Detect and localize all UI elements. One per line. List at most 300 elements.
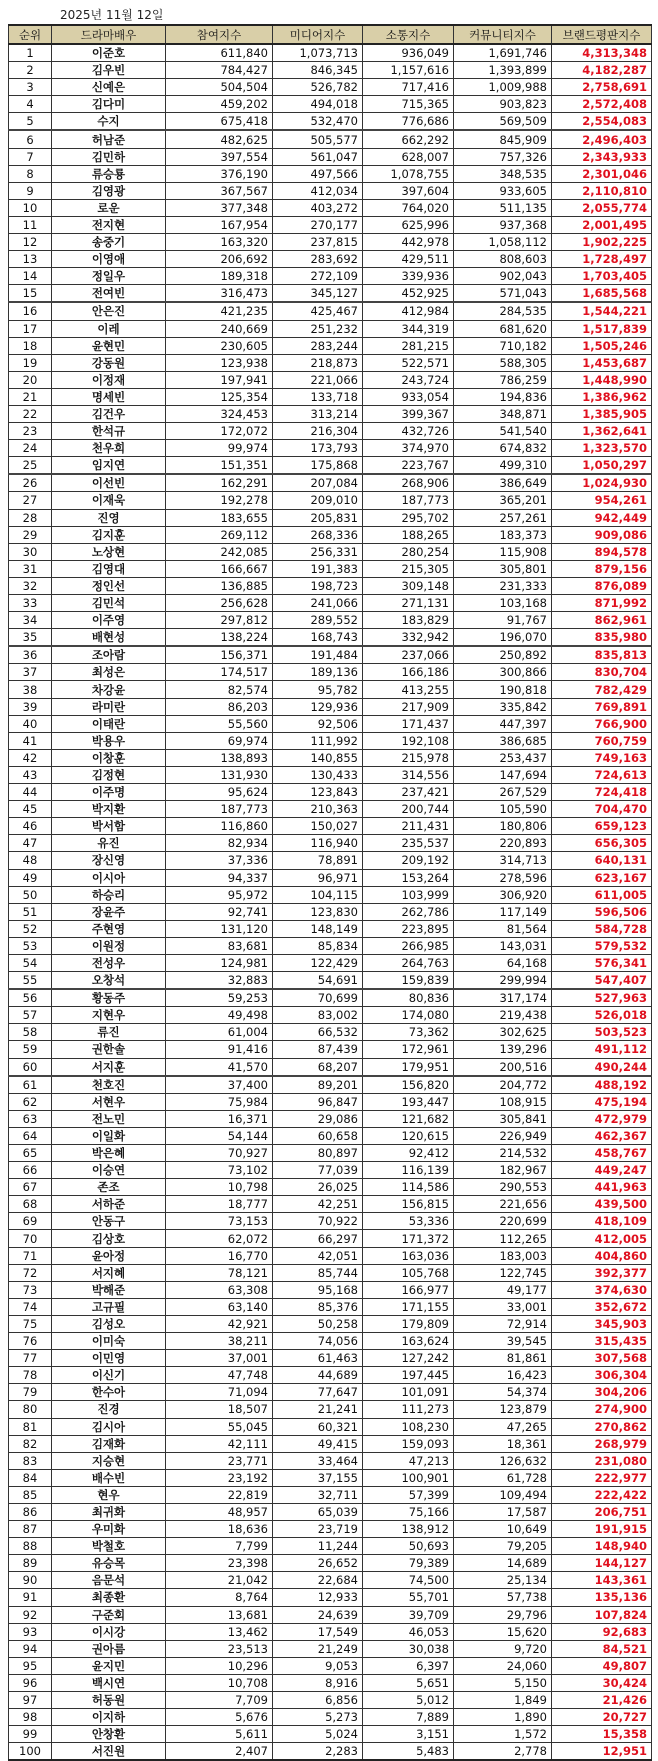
communication-cell: 442,978	[363, 234, 454, 251]
participation-cell: 10,798	[166, 1179, 273, 1196]
table-row	[9, 165, 652, 182]
communication-cell: 75,166	[363, 1503, 454, 1520]
actor-name-cell: 조아람	[52, 646, 166, 664]
brand-score-cell: 749,163	[552, 749, 652, 766]
rank-cell: 61	[9, 1076, 52, 1094]
brand-score-cell: 222,422	[552, 1486, 652, 1503]
participation-cell: 37,400	[166, 1076, 273, 1094]
actor-name-cell: 전여빈	[52, 285, 166, 303]
actor-name-cell: 이선빈	[52, 474, 166, 492]
rank-cell: 93	[9, 1623, 52, 1640]
rank-cell: 10	[9, 199, 52, 216]
table-row	[9, 646, 652, 664]
actor-name-cell: 송중기	[52, 234, 166, 251]
media-cell: 345,127	[273, 285, 363, 303]
brand-score-cell: 1,385,905	[552, 405, 652, 422]
brand-score-cell: 862,961	[552, 612, 652, 629]
brand-score-cell: 769,891	[552, 698, 652, 715]
brand-score-cell: 2,343,933	[552, 148, 652, 165]
actor-name-cell: 차강윤	[52, 681, 166, 698]
brand-score-cell: 1,685,568	[552, 285, 652, 303]
rank-cell: 90	[9, 1572, 52, 1589]
media-cell: 49,415	[273, 1435, 363, 1452]
communication-cell: 55,701	[363, 1589, 454, 1606]
community-cell: 29,796	[454, 1606, 552, 1623]
community-cell: 64,168	[454, 954, 552, 971]
actor-name-cell: 김상호	[52, 1230, 166, 1247]
media-cell: 148,149	[273, 920, 363, 937]
actor-name-cell: 명세빈	[52, 388, 166, 405]
communication-cell: 108,230	[363, 1418, 454, 1435]
actor-name-cell: 권한솔	[52, 1041, 166, 1058]
media-cell: 191,383	[273, 560, 363, 577]
actor-name-cell: 김지훈	[52, 526, 166, 543]
community-cell: 386,685	[454, 732, 552, 749]
table-row	[9, 801, 652, 818]
community-cell: 143,031	[454, 937, 552, 954]
actor-name-cell: 서진원	[52, 1743, 166, 1761]
community-cell: 257,261	[454, 509, 552, 526]
table-row	[9, 62, 652, 79]
rank-cell: 7	[9, 148, 52, 165]
communication-cell: 217,909	[363, 698, 454, 715]
actor-name-cell: 이일화	[52, 1127, 166, 1144]
communication-cell: 5,651	[363, 1674, 454, 1691]
actor-name-cell: 강동원	[52, 354, 166, 371]
table-row	[9, 1247, 652, 1264]
brand-score-cell: 374,630	[552, 1281, 652, 1298]
rank-cell: 21	[9, 388, 52, 405]
media-cell: 191,484	[273, 646, 363, 664]
brand-score-cell: 107,824	[552, 1606, 652, 1623]
community-cell: 1,890	[454, 1709, 552, 1726]
media-cell: 65,039	[273, 1503, 363, 1520]
community-cell: 674,832	[454, 440, 552, 457]
communication-cell: 171,155	[363, 1298, 454, 1315]
communication-cell: 413,255	[363, 681, 454, 698]
communication-cell: 237,066	[363, 646, 454, 664]
community-cell: 39,545	[454, 1333, 552, 1350]
media-cell: 205,831	[273, 509, 363, 526]
participation-cell: 206,692	[166, 251, 273, 268]
rank-cell: 50	[9, 886, 52, 903]
actor-name-cell: 김시아	[52, 1418, 166, 1435]
community-cell: 196,070	[454, 629, 552, 647]
table-row	[9, 595, 652, 612]
communication-cell: 171,437	[363, 715, 454, 732]
actor-name-cell: 안창환	[52, 1726, 166, 1743]
media-cell: 2,283	[273, 1743, 363, 1761]
media-cell: 129,936	[273, 698, 363, 715]
media-cell: 6,856	[273, 1692, 363, 1709]
participation-cell: 71,094	[166, 1384, 273, 1401]
brand-score-cell: 2,055,774	[552, 199, 652, 216]
rank-cell: 54	[9, 954, 52, 971]
rank-cell: 69	[9, 1213, 52, 1230]
table-row	[9, 1007, 652, 1024]
actor-name-cell: 박해준	[52, 1281, 166, 1298]
brand-score-cell: 491,112	[552, 1041, 652, 1058]
table-row	[9, 1093, 652, 1110]
media-cell: 5,024	[273, 1726, 363, 1743]
actor-name-cell: 정일우	[52, 268, 166, 285]
media-cell: 561,047	[273, 148, 363, 165]
participation-cell: 21,042	[166, 1572, 273, 1589]
media-cell: 22,684	[273, 1572, 363, 1589]
participation-cell: 95,972	[166, 886, 273, 903]
brand-score-cell: 584,728	[552, 920, 652, 937]
communication-cell: 625,996	[363, 216, 454, 233]
rank-cell: 80	[9, 1401, 52, 1418]
participation-cell: 459,202	[166, 96, 273, 113]
participation-cell: 172,072	[166, 423, 273, 440]
actor-name-cell: 박서함	[52, 818, 166, 835]
brand-score-cell: 304,206	[552, 1384, 652, 1401]
table-row	[9, 612, 652, 629]
table-row	[9, 1162, 652, 1179]
actor-name-cell: 이민영	[52, 1350, 166, 1367]
header-participation: 참여지수	[166, 25, 273, 44]
participation-cell: 41,570	[166, 1058, 273, 1076]
table-row	[9, 1384, 652, 1401]
brand-score-cell: 760,759	[552, 732, 652, 749]
table-row	[9, 818, 652, 835]
table-row	[9, 784, 652, 801]
rank-cell: 41	[9, 732, 52, 749]
communication-cell: 74,500	[363, 1572, 454, 1589]
participation-cell: 70,927	[166, 1145, 273, 1162]
rank-cell: 6	[9, 130, 52, 148]
community-cell: 902,043	[454, 268, 552, 285]
media-cell: 104,115	[273, 886, 363, 903]
table-row	[9, 1401, 652, 1418]
communication-cell: 266,985	[363, 937, 454, 954]
community-cell: 2,778	[454, 1743, 552, 1761]
media-cell: 32,711	[273, 1486, 363, 1503]
media-cell: 83,002	[273, 1007, 363, 1024]
participation-cell: 22,819	[166, 1486, 273, 1503]
community-cell: 182,967	[454, 1162, 552, 1179]
community-cell: 103,168	[454, 595, 552, 612]
participation-cell: 124,981	[166, 954, 273, 971]
communication-cell: 1,078,755	[363, 165, 454, 182]
community-cell: 220,893	[454, 835, 552, 852]
rank-cell: 32	[9, 577, 52, 594]
community-cell: 123,879	[454, 1401, 552, 1418]
participation-cell: 37,336	[166, 852, 273, 869]
media-cell: 173,793	[273, 440, 363, 457]
media-cell: 33,464	[273, 1452, 363, 1469]
table-row	[9, 1709, 652, 1726]
community-cell: 33,001	[454, 1298, 552, 1315]
table-row	[9, 457, 652, 475]
actor-name-cell: 최귀화	[52, 1503, 166, 1520]
communication-cell: 57,399	[363, 1486, 454, 1503]
actor-name-cell: 김우빈	[52, 62, 166, 79]
brand-score-cell: 1,386,962	[552, 388, 652, 405]
brand-score-cell: 4,182,287	[552, 62, 652, 79]
actor-name-cell: 안은진	[52, 302, 166, 320]
media-cell: 21,241	[273, 1401, 363, 1418]
communication-cell: 200,744	[363, 801, 454, 818]
communication-cell: 399,367	[363, 405, 454, 422]
table-row	[9, 681, 652, 698]
table-row	[9, 954, 652, 971]
brand-score-cell: 49,807	[552, 1657, 652, 1674]
communication-cell: 628,007	[363, 148, 454, 165]
communication-cell: 114,586	[363, 1179, 454, 1196]
table-row	[9, 148, 652, 165]
media-cell: 283,244	[273, 337, 363, 354]
actor-name-cell: 윤현민	[52, 337, 166, 354]
actor-name-cell: 구준회	[52, 1606, 166, 1623]
rank-cell: 5	[9, 113, 52, 131]
brand-score-cell: 2,301,046	[552, 165, 652, 182]
brand-score-cell: 30,424	[552, 1674, 652, 1691]
brand-score-cell: 268,979	[552, 1435, 652, 1452]
community-cell: 214,532	[454, 1145, 552, 1162]
communication-cell: 295,702	[363, 509, 454, 526]
media-cell: 425,467	[273, 302, 363, 320]
media-cell: 497,566	[273, 165, 363, 182]
table-row	[9, 96, 652, 113]
communication-cell: 120,615	[363, 1127, 454, 1144]
rank-cell: 46	[9, 818, 52, 835]
actor-name-cell: 이태란	[52, 715, 166, 732]
table-row	[9, 1298, 652, 1315]
communication-cell: 153,264	[363, 869, 454, 886]
community-cell: 267,529	[454, 784, 552, 801]
brand-score-cell: 2,001,495	[552, 216, 652, 233]
communication-cell: 192,108	[363, 732, 454, 749]
actor-name-cell: 김성오	[52, 1315, 166, 1332]
rank-cell: 83	[9, 1452, 52, 1469]
actor-name-cell: 지현우	[52, 1007, 166, 1024]
media-cell: 26,652	[273, 1555, 363, 1572]
brand-score-cell: 830,704	[552, 664, 652, 681]
community-cell: 511,135	[454, 199, 552, 216]
table-row	[9, 474, 652, 492]
actor-name-cell: 이재욱	[52, 492, 166, 509]
participation-cell: 316,473	[166, 285, 273, 303]
header-communication: 소통지수	[363, 25, 454, 44]
brand-score-cell: 876,089	[552, 577, 652, 594]
table-row	[9, 664, 652, 681]
brand-score-cell: 1,448,990	[552, 371, 652, 388]
media-cell: 283,692	[273, 251, 363, 268]
communication-cell: 764,020	[363, 199, 454, 216]
community-cell: 253,437	[454, 749, 552, 766]
table-row	[9, 989, 652, 1007]
actor-name-cell: 음문석	[52, 1572, 166, 1589]
rank-cell: 51	[9, 903, 52, 920]
brand-score-cell: 596,506	[552, 903, 652, 920]
table-row	[9, 1041, 652, 1058]
participation-cell: 174,517	[166, 664, 273, 681]
table-row	[9, 199, 652, 216]
rank-cell: 37	[9, 664, 52, 681]
actor-name-cell: 박철호	[52, 1538, 166, 1555]
actor-name-cell: 서현우	[52, 1093, 166, 1110]
participation-cell: 376,190	[166, 165, 273, 182]
media-cell: 60,321	[273, 1418, 363, 1435]
participation-cell: 131,930	[166, 766, 273, 783]
participation-cell: 91,416	[166, 1041, 273, 1058]
actor-name-cell: 오창석	[52, 972, 166, 990]
brand-score-cell: 503,523	[552, 1024, 652, 1041]
brand-score-cell: 475,194	[552, 1093, 652, 1110]
participation-cell: 675,418	[166, 113, 273, 131]
communication-cell: 47,213	[363, 1452, 454, 1469]
media-cell: 526,782	[273, 79, 363, 96]
participation-cell: 55,045	[166, 1418, 273, 1435]
rank-cell: 85	[9, 1486, 52, 1503]
media-cell: 26,025	[273, 1179, 363, 1196]
communication-cell: 127,242	[363, 1350, 454, 1367]
rank-cell: 70	[9, 1230, 52, 1247]
rank-cell: 39	[9, 698, 52, 715]
brand-score-cell: 418,109	[552, 1213, 652, 1230]
brand-score-cell: 835,980	[552, 629, 652, 647]
brand-score-cell: 909,086	[552, 526, 652, 543]
media-cell: 209,010	[273, 492, 363, 509]
rank-cell: 25	[9, 457, 52, 475]
header-actor: 드라마배우	[52, 25, 166, 44]
brand-score-cell: 942,449	[552, 509, 652, 526]
media-cell: 168,743	[273, 629, 363, 647]
actor-name-cell: 류승룡	[52, 165, 166, 182]
participation-cell: 18,777	[166, 1196, 273, 1213]
brand-score-cell: 1,902,225	[552, 234, 652, 251]
participation-cell: 48,957	[166, 1503, 273, 1520]
community-cell: 219,438	[454, 1007, 552, 1024]
brand-score-cell: 954,261	[552, 492, 652, 509]
participation-cell: 62,072	[166, 1230, 273, 1247]
rank-cell: 15	[9, 285, 52, 303]
media-cell: 87,439	[273, 1041, 363, 1058]
brand-score-cell: 21,426	[552, 1692, 652, 1709]
media-cell: 241,066	[273, 595, 363, 612]
communication-cell: 936,049	[363, 44, 454, 62]
participation-cell: 75,984	[166, 1093, 273, 1110]
communication-cell: 264,763	[363, 954, 454, 971]
media-cell: 5,273	[273, 1709, 363, 1726]
communication-cell: 179,809	[363, 1315, 454, 1332]
participation-cell: 82,574	[166, 681, 273, 698]
actor-name-cell: 로운	[52, 199, 166, 216]
media-cell: 66,297	[273, 1230, 363, 1247]
rank-cell: 58	[9, 1024, 52, 1041]
actor-name-cell: 라미란	[52, 698, 166, 715]
media-cell: 96,971	[273, 869, 363, 886]
actor-name-cell: 유승목	[52, 1555, 166, 1572]
brand-score-cell: 2,110,810	[552, 182, 652, 199]
media-cell: 29,086	[273, 1110, 363, 1127]
table-row	[9, 766, 652, 783]
communication-cell: 235,537	[363, 835, 454, 852]
rank-cell: 74	[9, 1298, 52, 1315]
actor-name-cell: 안동구	[52, 1213, 166, 1230]
media-cell: 44,689	[273, 1367, 363, 1384]
rank-cell: 13	[9, 251, 52, 268]
rank-cell: 4	[9, 96, 52, 113]
table-row	[9, 1076, 652, 1094]
participation-cell: 192,278	[166, 492, 273, 509]
participation-cell: 7,799	[166, 1538, 273, 1555]
communication-cell: 209,192	[363, 852, 454, 869]
brand-score-cell: 458,767	[552, 1145, 652, 1162]
communication-cell: 776,686	[363, 113, 454, 131]
table-row	[9, 1572, 652, 1589]
brand-score-cell: 2,554,083	[552, 113, 652, 131]
brand-score-cell: 526,018	[552, 1007, 652, 1024]
actor-name-cell: 장신영	[52, 852, 166, 869]
rank-cell: 14	[9, 268, 52, 285]
table-row	[9, 1640, 652, 1657]
media-cell: 95,782	[273, 681, 363, 698]
brand-score-cell: 659,123	[552, 818, 652, 835]
communication-cell: 715,365	[363, 96, 454, 113]
table-row	[9, 920, 652, 937]
participation-cell: 95,624	[166, 784, 273, 801]
community-cell: 194,836	[454, 388, 552, 405]
rank-cell: 8	[9, 165, 52, 182]
participation-cell: 136,885	[166, 577, 273, 594]
community-cell: 306,920	[454, 886, 552, 903]
communication-cell: 39,709	[363, 1606, 454, 1623]
media-cell: 403,272	[273, 199, 363, 216]
actor-name-cell: 주현영	[52, 920, 166, 937]
community-cell: 204,772	[454, 1076, 552, 1094]
media-cell: 17,549	[273, 1623, 363, 1640]
actor-name-cell: 하승리	[52, 886, 166, 903]
participation-cell: 63,140	[166, 1298, 273, 1315]
brand-score-cell: 274,900	[552, 1401, 652, 1418]
media-cell: 846,345	[273, 62, 363, 79]
participation-cell: 397,554	[166, 148, 273, 165]
actor-name-cell: 우미화	[52, 1521, 166, 1538]
table-row	[9, 526, 652, 543]
media-cell: 61,463	[273, 1350, 363, 1367]
table-row	[9, 1674, 652, 1691]
participation-cell: 504,504	[166, 79, 273, 96]
rank-cell: 94	[9, 1640, 52, 1657]
communication-cell: 281,215	[363, 337, 454, 354]
table-row	[9, 1503, 652, 1520]
media-cell: 12,933	[273, 1589, 363, 1606]
participation-cell: 23,192	[166, 1469, 273, 1486]
brand-score-cell: 1,362,641	[552, 423, 652, 440]
header-rank: 순위	[9, 25, 52, 44]
participation-cell: 23,398	[166, 1555, 273, 1572]
table-row	[9, 1623, 652, 1640]
participation-cell: 421,235	[166, 302, 273, 320]
actor-name-cell: 현우	[52, 1486, 166, 1503]
rank-cell: 76	[9, 1333, 52, 1350]
community-cell: 226,949	[454, 1127, 552, 1144]
actor-name-cell: 김민석	[52, 595, 166, 612]
rank-cell: 1	[9, 44, 52, 62]
rank-cell: 2	[9, 62, 52, 79]
rank-cell: 87	[9, 1521, 52, 1538]
participation-cell: 7,709	[166, 1692, 273, 1709]
table-row	[9, 1110, 652, 1127]
community-cell: 231,333	[454, 577, 552, 594]
participation-cell: 377,348	[166, 199, 273, 216]
header-brand-reputation: 브랜드평판지수	[552, 25, 652, 44]
brand-score-cell: 2,758,691	[552, 79, 652, 96]
media-cell: 289,552	[273, 612, 363, 629]
